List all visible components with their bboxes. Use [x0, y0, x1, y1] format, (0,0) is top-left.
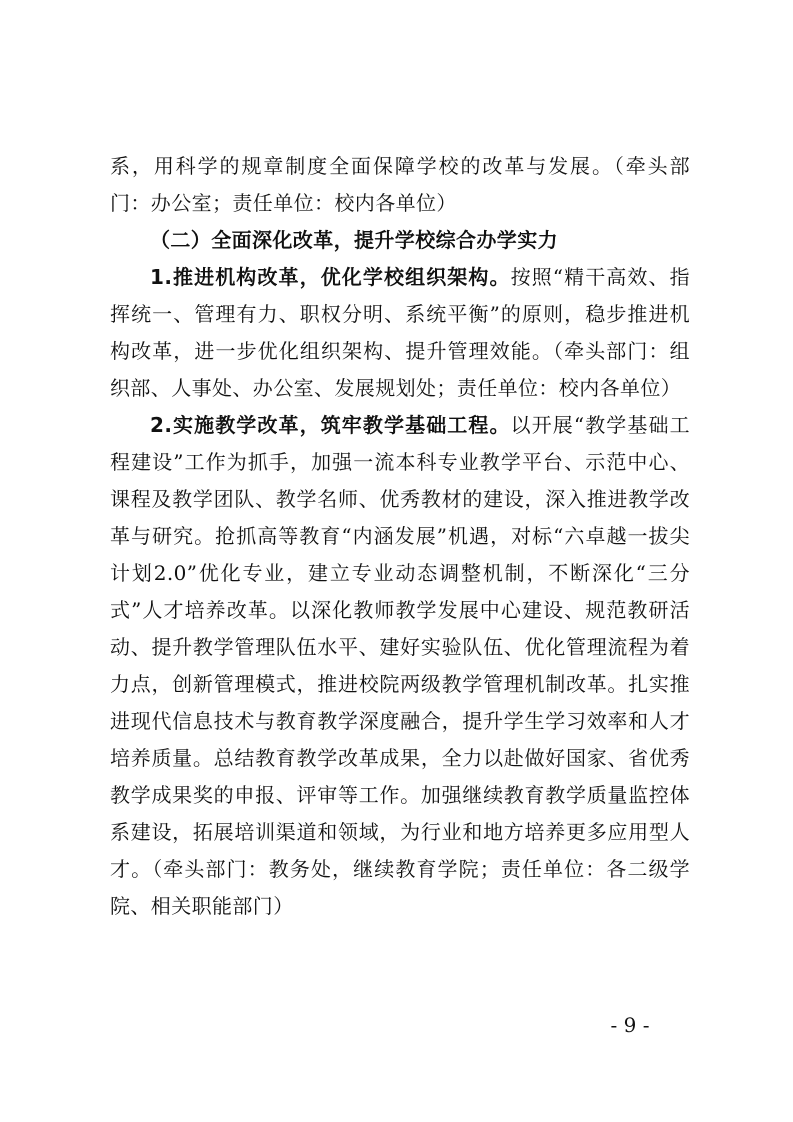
item-paragraph-1 — [110, 259, 690, 407]
page-number: - 9 - — [610, 1013, 650, 1037]
body-text — [110, 148, 690, 925]
item-body-2: 以开展“教学基础工程建设”工作为抓手，加强一流本科专业教学平台、示范中心、课程及教学团队、教学名师、优秀教材的建设，深入推进教学改革与研究。抢抓高等教育“内涵发展”机遇，对标“六卓越一拔尖计划2.0”优化专业，建立专业动态调整机制，不断深化“三分式”人才培养改革。以深化教师教学发展中心建设、规范教研活动、提升教学管理队伍水平、建好实验队伍、优化管理流程为着力点，创新管理模式，推进校院两级教学管理机制改革。扎实推进现代信息技术与教育教学深度融合，提升学生学习效率和人才培养质量。总结教育教学改革成果，全力以赴做好国家、省优秀教学成果奖的申报、评审等工作。加强继续教育教学质量监控体系建设，拓展培训渠道和领域，为行业和地方培养更多应用型人才。（牵头部门：教务处，继续教育学院；责任单位：各二级学院、相关职能部门） — [110, 413, 691, 918]
item-heading-1: 1.推进机构改革，优化学校组织架构。 — [150, 265, 511, 289]
section-heading: （二）全面深化改革，提升学校综合办学实力 — [150, 228, 558, 252]
item-paragraph-2 — [110, 407, 690, 925]
item-body-1: 按照“精干高效、指挥统一、管理有力、职权分明、系统平衡”的原则，稳步推进机构改革，进一步优化组织架构、提升管理效能。（牵头部门：组织部、人事处、办公室、发展规划处；责任单位：校内各单位） — [110, 265, 691, 400]
continuation-paragraph: 系，用科学的规章制度全面保障学校的改革与发展。（牵头部门：办公室；责任单位：校内各单位） — [110, 154, 690, 215]
item-heading-2: 2.实施教学改革，筑牢教学基础工程。 — [150, 413, 511, 437]
